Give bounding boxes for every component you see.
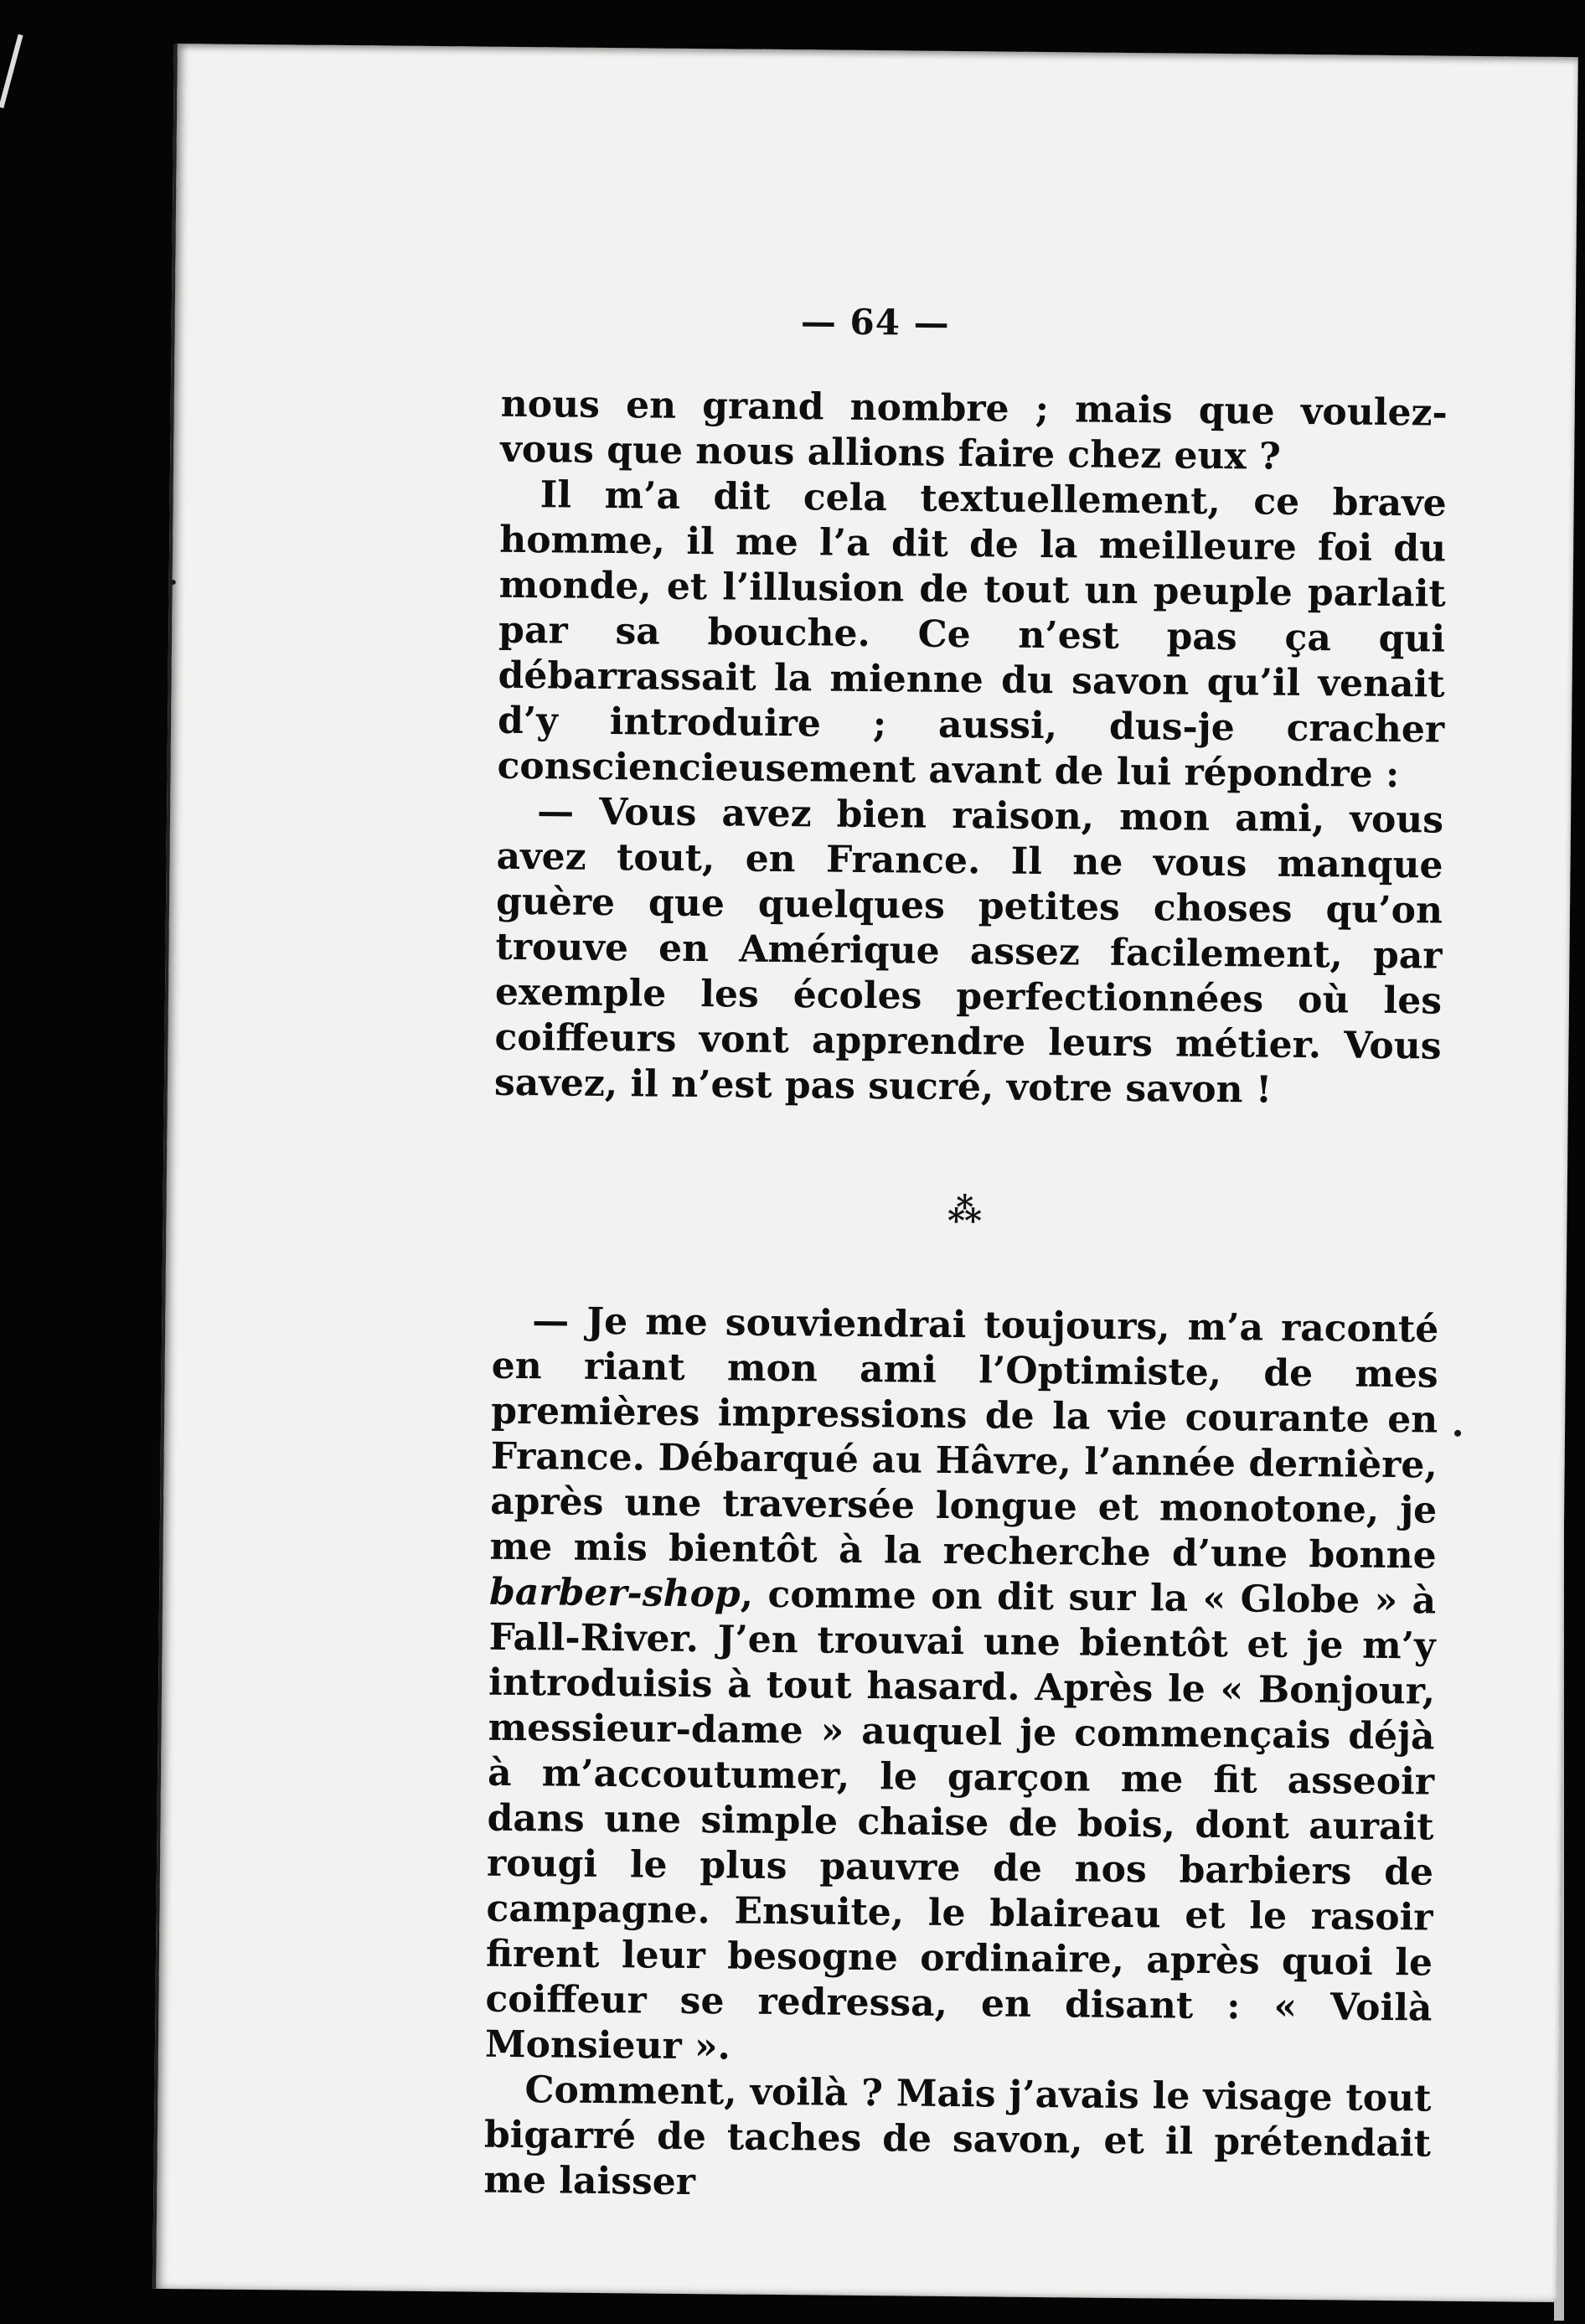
italic-term: barber-shop xyxy=(488,1570,741,1616)
book-page xyxy=(152,44,1578,2302)
paragraph xyxy=(485,1299,1439,2077)
page-number: — 64 — xyxy=(800,301,950,343)
paragraph: nous en grand nombre ; mais que voulez-vous que nous allions faire chez eux ? xyxy=(500,382,1448,478)
paragraph: Il m’a dit cela textuellement, ce brave homme, il me l’a dit de la meilleure foi du monde, et l’illusion de tout un peuple parlait par sa bouche. Ce n’est pas ça qui débarrassait la mienne du savon qu’il venait d’y introduire ; aussi, dus-je cracher consciencieusement avant de lui répondre : xyxy=(497,473,1447,797)
scan-speck xyxy=(171,580,176,585)
body-text xyxy=(483,382,1448,2213)
paragraph-text: , comme on dit sur la « Globe » à Fall-River. J’en trouvai une bientôt et je m’y introduisis à tout hasard. Après le « Bonjour, messieur-dame » auquel je commençais déjà à m’accoutumer, le garçon me fit asseoir dans une simple chaise de bois, dont aurait rougi le plus pauvre de nos barbiers de campagne. Ensuite, le blaireau et le rasoir firent leur besogne ordinaire, après quoi le coiffeur se redressa, en disant : « Voilà Monsieur ». xyxy=(484,1573,1437,2068)
paragraph-text: — Je me souviendrai toujours, m’a raconté en riant mon ami l’Optimiste, de mes premières impressions de la vie courante en France. Débarqué au Hâvre, l’année dernière, après une traversée longue et monotone, je me mis bientôt à la recherche d’une bonne xyxy=(489,1299,1439,1578)
paragraph: — Vous avez bien raison, mon ami, vous avez tout, en France. Il ne vous manque guère que quelques petites choses qu’on trouve en Amérique assez facilement, par exemple les écoles perfectionnées où les coiffeurs vont apprendre leurs métier. Vous savez, il n’est pas sucré, votre savon ! xyxy=(493,790,1444,1112)
scan-speck xyxy=(1454,1430,1461,1437)
scan-edge-mark xyxy=(0,34,23,108)
paragraph: Comment, voilà ? Mais j’avais le visage tout bigarré de taches de savon, et il prétendait me laisser xyxy=(483,2068,1432,2204)
section-separator: ⁂ xyxy=(947,1190,986,1231)
